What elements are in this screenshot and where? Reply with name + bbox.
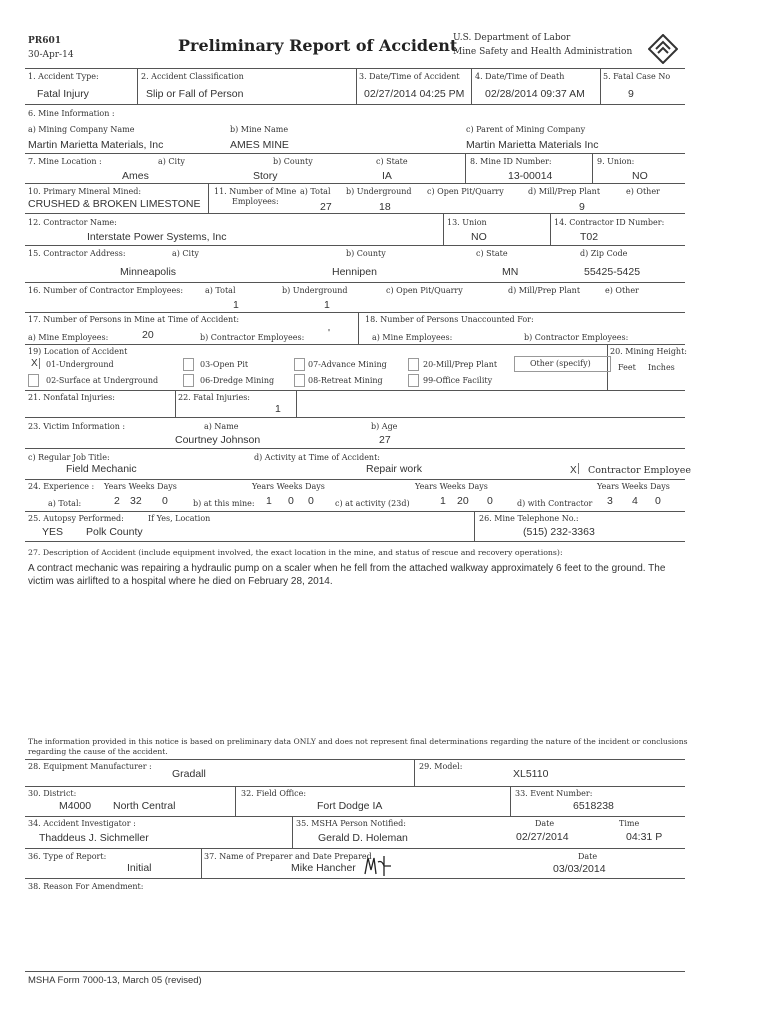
mill-option: 20-Mill/Prep Plant [423,360,498,369]
field-office-label: 32. Field Office: [241,789,307,798]
open-pit-option: 03-Open Pit [200,360,249,369]
amendment-label: 38. Reason For Amendment: [28,882,144,891]
total-employees-label: a) Total [300,187,331,196]
exp-total-years: 2 [114,495,120,507]
fatal-injuries-value: 1 [275,403,281,415]
district-label: 30. District: [28,789,77,798]
exp-ywd-header-1: Years Weeks Days [104,482,177,491]
accident-location-label: 19) Location of Accident [28,347,128,356]
job-title-value: Field Mechanic [66,463,137,475]
job-title-label: c) Regular Job Title: [28,453,110,462]
contractor-name-value: Interstate Power Systems, Inc [87,231,227,243]
surface-ug-option: 02-Surface at Underground [46,376,159,385]
autopsy-label: 25. Autopsy Performed: [28,514,124,523]
autopsy-value: YES [42,526,64,538]
office-checkbox[interactable] [408,374,419,387]
exp-activity-years: 1 [440,495,446,507]
victim-age-label: b) Age [371,422,398,431]
office-option: 99-Office Facility [423,376,493,385]
contractor-county-label: b) County [346,249,386,258]
equipment-model-label: 29. Model: [419,762,463,771]
parent-company-label: c) Parent of Mining Company [466,125,586,134]
company-value: Martin Marietta Materials, Inc [28,139,164,151]
exp-contractor-weeks: 4 [632,495,638,507]
exp-total-label: a) Total: [48,499,82,508]
mine-location-label: 7. Mine Location : [28,157,102,166]
pm-contractor-employees-value: ' [328,327,331,339]
mine-phone-value: (515) 232-3363 [523,526,595,538]
city-value: Ames [122,170,149,182]
accident-datetime-value: 02/27/2014 04:25 PM [364,88,465,100]
page-title: Preliminary Report of Accident [178,36,458,55]
other-option: Other (specify) [530,359,591,368]
classification-value: Slip or Fall of Person [146,88,244,100]
notice-line-1: The information provided in this notice is based on preliminary data ONLY and does not represent final determinations regarding the nature of the incident or conclusions [28,737,688,746]
mine-phone-label: 26. Mine Telephone No.: [479,514,579,523]
exp-mine-label: b) at this mine: [193,499,255,508]
classification-label: 2. Accident Classification [141,72,244,81]
exp-contractor-days: 0 [655,495,661,507]
ce-other-label: e) Other [605,286,639,295]
prepared-date-label: Date [578,852,598,861]
prepared-date-value: 03/03/2014 [553,863,606,875]
exp-mine-weeks: 0 [288,495,294,507]
advance-checkbox[interactable] [294,358,305,371]
notified-time-value: 04:31 P [626,831,663,843]
agency-name: U.S. Department of Labor [453,33,571,43]
contractor-state-value: MN [502,266,519,278]
notified-time-label: Time [619,819,640,828]
contractor-county-value: Hennipen [332,266,377,278]
ce-underground-label: b) Underground [282,286,348,295]
death-datetime-label: 4. Date/Time of Death [475,72,565,81]
underground-option: 01-Underground [46,360,114,369]
pm-contractor-employees-label: b) Contractor Employees: [200,333,305,342]
event-number-value: 6518238 [573,800,614,812]
description-line-1: A contract mechanic was repairing a hydraulic pump on a scaler when he fell from the attached walkway approximately 6 feet to the ground. The [28,563,666,574]
equipment-model-value: XL5110 [513,768,549,780]
mill-employees-label: d) Mill/Prep Plant [528,187,601,196]
notified-date-value: 02/27/2014 [516,831,569,843]
union-label: 9. Union: [597,157,635,166]
victim-name-label: a) Name [204,422,239,431]
investigator-value: Thaddeus J. Sichmeller [39,832,149,844]
county-label: b) County [273,157,313,166]
autopsy-location-label: If Yes, Location [148,514,211,523]
ce-mill-label: d) Mill/Prep Plant [508,286,581,295]
pm-mine-employees-value: 20 [142,329,154,341]
mill-employees-value: 9 [579,201,585,213]
mining-height-label: 20. Mining Height: [610,347,687,356]
contractor-state-label: c) State [476,249,508,258]
unacc-contractor-label: b) Contractor Employees: [524,333,629,342]
death-datetime-value: 02/28/2014 09:37 AM [485,88,585,100]
mine-info-label: 6. Mine Information : [28,109,115,118]
state-label: c) State [376,157,408,166]
company-label: a) Mining Company Name [28,125,135,134]
preparer-initials-signature [362,854,394,878]
contractor-id-label: 14. Contractor ID Number: [554,218,665,227]
victim-name-value: Courtney Johnson [175,434,261,446]
contractor-city-value: Minneapolis [120,266,177,278]
msha-notified-label: 35. MSHA Person Notified: [296,819,406,828]
contractor-employees-label: 16. Number of Contractor Employees: [28,286,184,295]
openpit-employees-label: c) Open Pit/Quarry [427,187,504,196]
unaccounted-label: 18. Number of Persons Unaccounted For: [365,315,534,324]
exp-ywd-header-3: Years Weeks Days [415,482,488,491]
unacc-mine-label: a) Mine Employees: [372,333,453,342]
contractor-address-label: 15. Contractor Address: [28,249,126,258]
contractor-city-label: a) City [172,249,199,258]
accident-type-label: 1. Accident Type: [28,72,99,81]
underground-check-mark: X [31,358,38,369]
preparer-label: 37. Name of Preparer and Date Prepared [204,852,372,861]
mine-id-label: 8. Mine ID Number: [470,157,552,166]
pm-mine-employees-label: a) Mine Employees: [28,333,109,342]
accident-datetime-label: 3. Date/Time of Accident [359,72,460,81]
accident-type-value: Fatal Injury [37,88,89,100]
form-footer: MSHA Form 7000-13, March 05 (revised) [28,975,202,986]
state-value: IA [382,170,392,182]
total-employees-value: 27 [320,201,332,213]
other-employees-label: e) Other [626,187,660,196]
exp-mine-days: 0 [308,495,314,507]
notified-date-label: Date [535,819,555,828]
ce-total-value: 1 [233,299,239,311]
mine-name-label: b) Mine Name [230,125,289,134]
equipment-mfr-label: 28. Equipment Manufacturer : [28,762,152,771]
retreat-option: 08-Retreat Mining [308,376,383,385]
victim-age-value: 27 [379,434,391,446]
contractor-zip-label: d) Zip Code [580,249,628,258]
contractor-name-label: 12. Contractor Name: [28,218,117,227]
union-value: NO [632,170,648,182]
msha-notified-value: Gerald D. Holeman [318,832,408,844]
activity-value: Repair work [366,463,423,475]
report-type-label: 36. Type of Report: [28,852,107,861]
mineral-label: 10. Primary Mineral Mined: [28,187,142,196]
ce-openpit-label: c) Open Pit/Quarry [386,286,463,295]
district-code: M4000 [59,800,92,812]
contractor-employee-mark: X [570,465,577,476]
exp-contractor-label: d) with Contractor [517,499,593,508]
district-name: North Central [113,800,176,812]
autopsy-location-value: Polk County [86,526,143,538]
agency-subname: Mine Safety and Health Administration [453,47,633,57]
parent-company-value: Martin Marietta Materials Inc [466,139,599,151]
fatal-injuries-label: 22. Fatal Injuries: [178,393,250,402]
experience-label: 24. Experience : [28,482,95,491]
dredge-option: 06-Dredge Mining [200,376,275,385]
exp-ywd-header-2: Years Weeks Days [252,482,325,491]
report-type-value: Initial [127,862,152,874]
underground-employees-value: 18 [379,201,391,213]
fatal-case-label: 5. Fatal Case No [603,72,671,81]
ce-underground-value: 1 [324,299,330,311]
exp-activity-days: 0 [487,495,493,507]
open-pit-checkbox[interactable] [183,358,194,371]
nonfatal-injuries-label: 21. Nonfatal Injuries: [28,393,115,402]
mine-id-value: 13-00014 [508,170,553,182]
victim-info-label: 23. Victim Information : [28,422,126,431]
mill-checkbox[interactable] [408,358,419,371]
contractor-id-value: T02 [580,231,599,243]
event-number-label: 33. Event Number: [515,789,593,798]
city-label: a) City [158,157,185,166]
mineral-value: CRUSHED & BROKEN LIMESTONE [28,198,201,210]
exp-contractor-years: 3 [607,495,613,507]
surface-ug-checkbox[interactable] [28,374,39,387]
exp-total-days: 0 [162,495,168,507]
contractor-zip-value: 55425-5425 [584,266,641,278]
contractor-employee-checkbox[interactable] [578,463,588,474]
underground-employees-label: b) Underground [346,187,412,196]
form-id: PR601 [28,36,62,46]
description-label: 27. Description of Accident (include equipment involved, the exact location in the mine, and status of rescue and recovery operations): [28,548,563,557]
exp-activity-weeks: 20 [457,495,469,507]
preparer-value: Mike Hancher [291,862,356,874]
contractor-union-label: 13. Union [447,218,487,227]
mine-name-value: AMES MINE [230,139,289,151]
persons-in-mine-label: 17. Number of Persons in Mine at Time of Accident: [28,315,240,324]
ce-total-label: a) Total [205,286,236,295]
activity-label: d) Activity at Time of Accident: [254,453,380,462]
exp-activity-label: c) at activity (23d) [335,499,410,508]
investigator-label: 34. Accident Investigator : [28,819,136,828]
county-value: Story [253,170,278,182]
equipment-mfr-value: Gradall [172,768,206,780]
advance-option: 07-Advance Mining [308,360,387,369]
exp-mine-years: 1 [266,495,272,507]
description-line-2: victim was airlifted to a hospital where he died on February 28, 2014. [28,576,333,587]
dredge-checkbox[interactable] [183,374,194,387]
retreat-checkbox[interactable] [294,374,305,387]
notice-line-2: regarding the cause of the accident. [28,747,168,756]
exp-total-weeks: 32 [130,495,142,507]
contractor-employee-label: Contractor Employee [588,465,691,476]
exp-ywd-header-4: Years Weeks Days [597,482,670,491]
feet-label: Feet [618,363,636,372]
fatal-case-value: 9 [628,88,634,100]
inches-label: Inches [648,363,675,372]
contractor-union-value: NO [471,231,487,243]
employees-label: 11. Number of Mine [214,187,297,196]
report-date: 30-Apr-14 [28,50,74,60]
msha-logo-icon [648,34,678,64]
employees-label-2: Employees: [232,197,279,206]
field-office-value: Fort Dodge IA [317,800,383,812]
